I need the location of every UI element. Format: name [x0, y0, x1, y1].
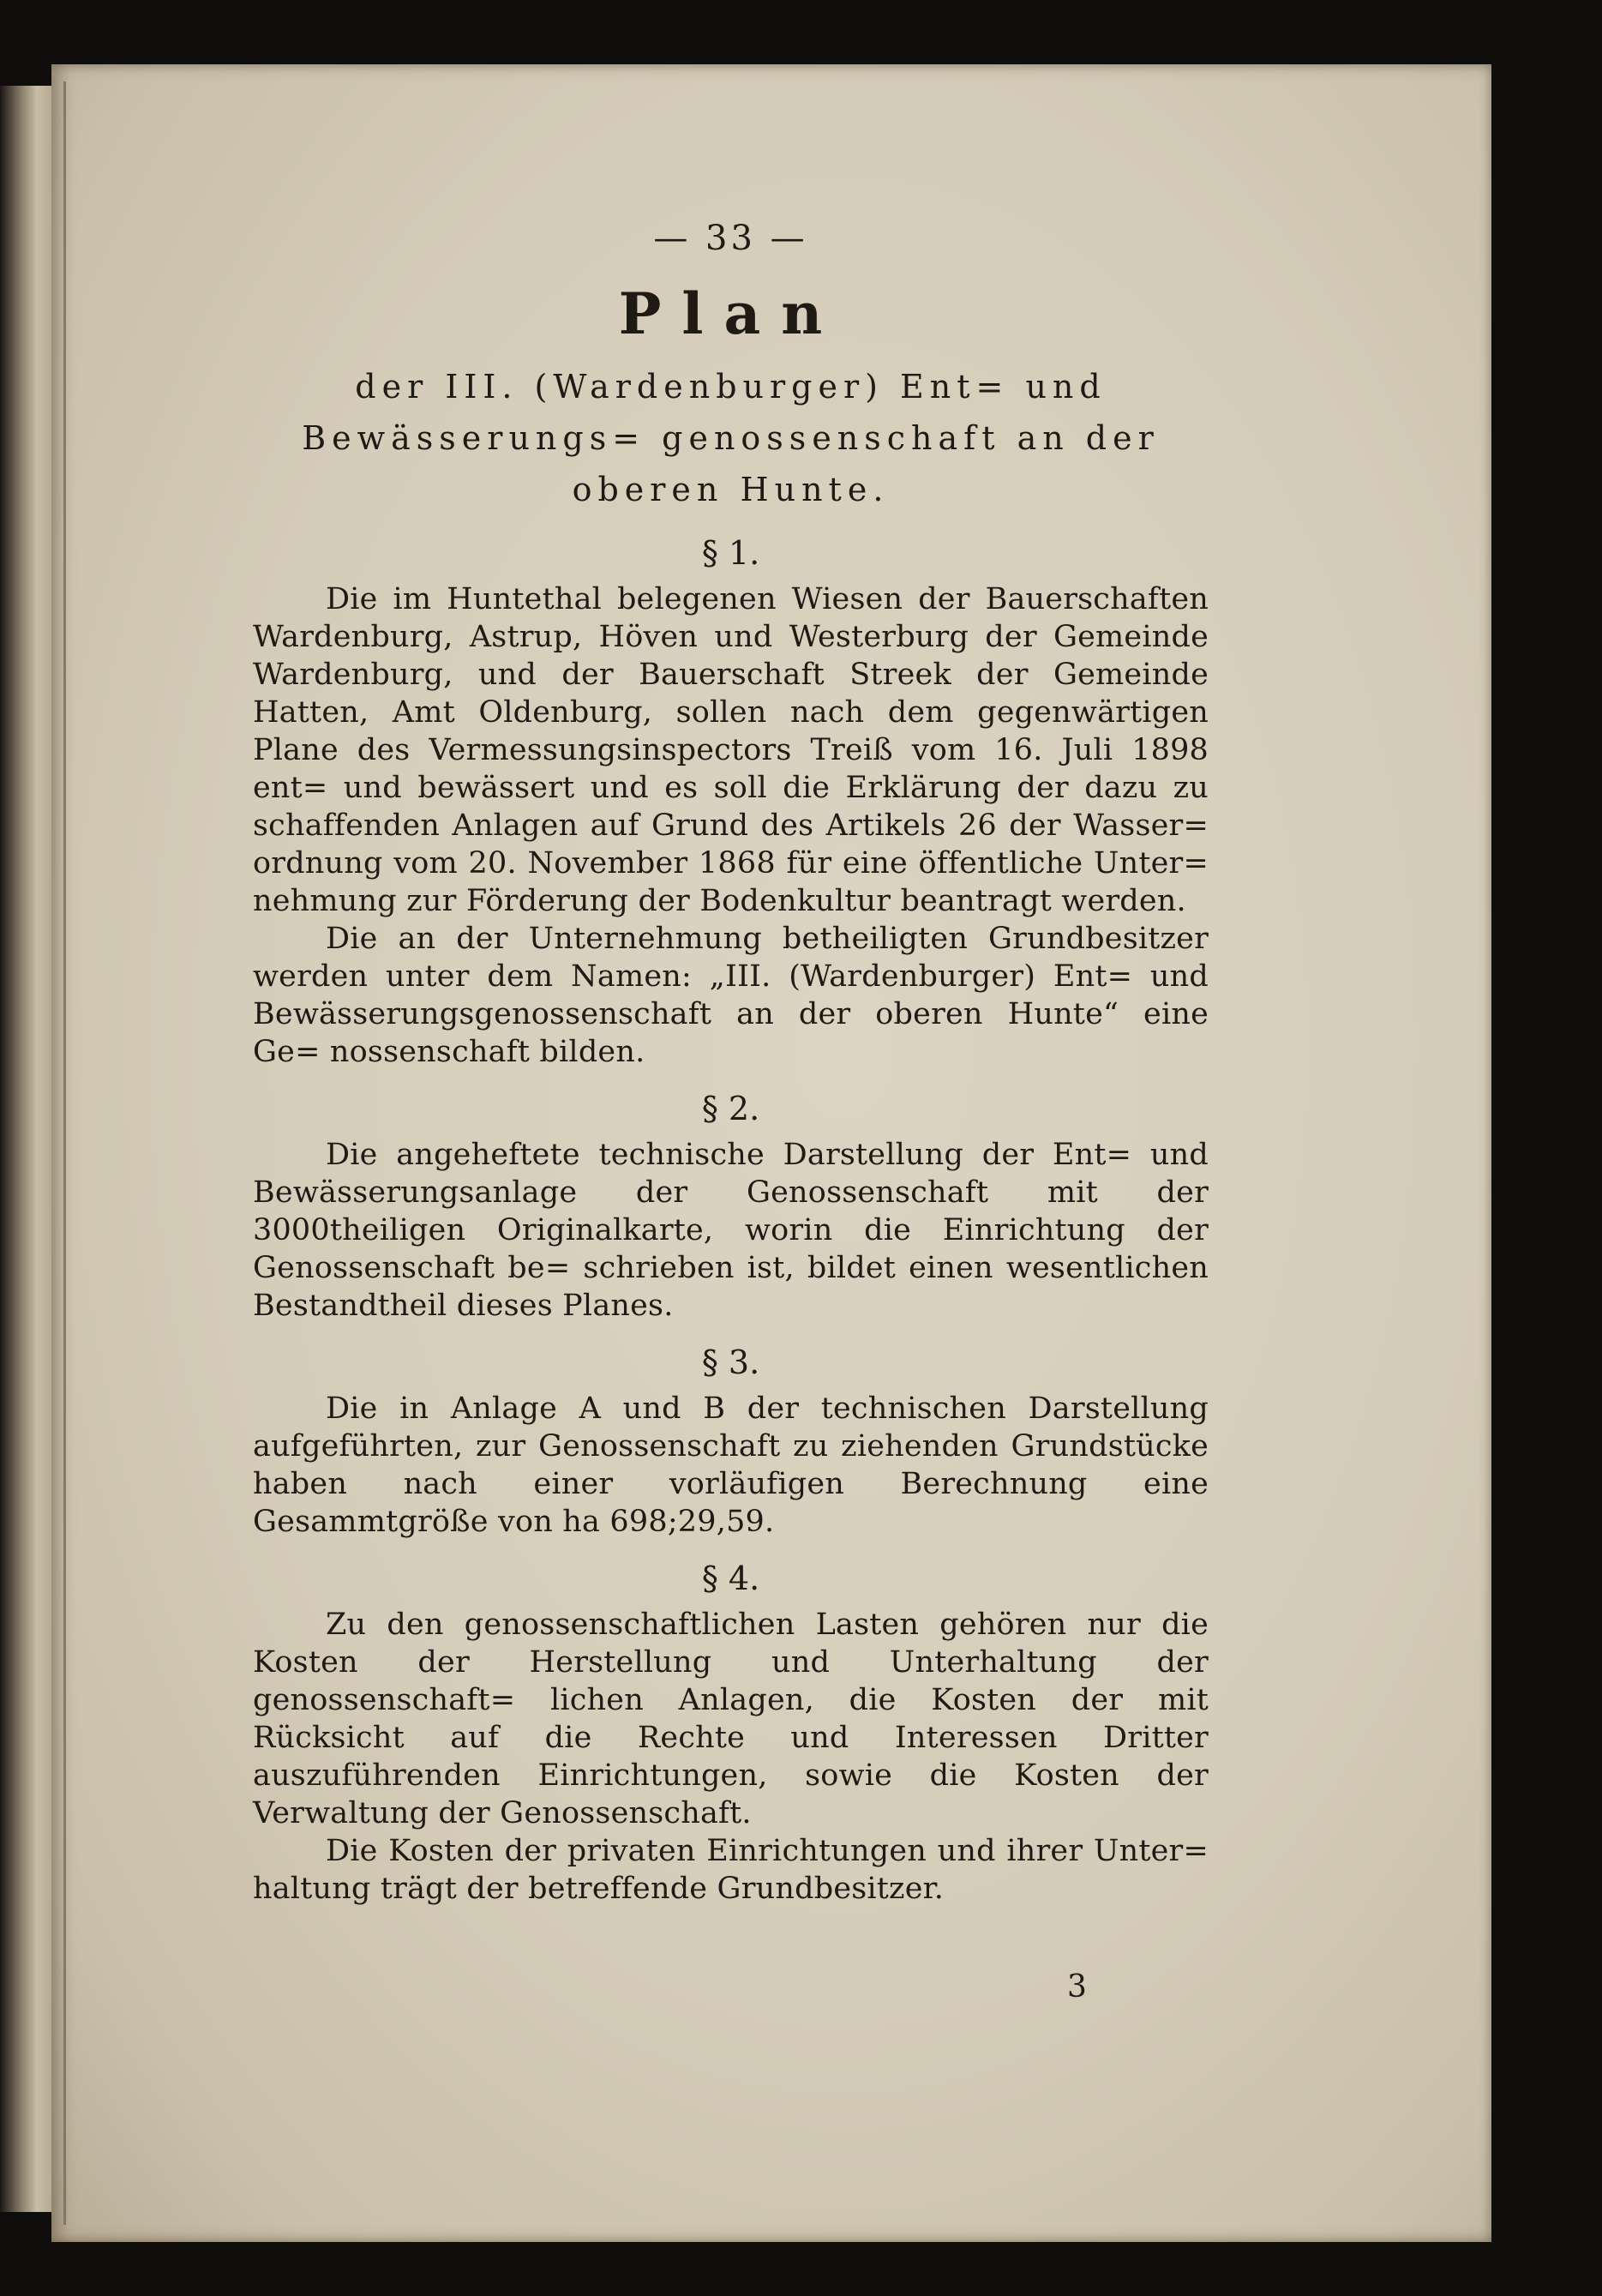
page-content [253, 219, 1209, 1908]
section-2 [253, 1090, 1209, 1325]
page-gutter [63, 81, 66, 2225]
section-heading: § 2. [701, 1090, 760, 1127]
section-heading: § 1. [701, 534, 760, 572]
paragraph: Die an der Unternehmung betheiligten Grundbesitzer werden unter dem Namen: „III. (Wardenburger) Ent= und Bewässerungsgenossenschaft an der oberen Hunte“ eine Ge= nossenschaft bilden. [253, 922, 1209, 1069]
page-subtitle: der III. (Wardenburger) Ent= und Bewässerungs= genossenschaft an der oberen Hunte. [302, 368, 1160, 508]
paragraph: Die Kosten der privaten Einrichtungen und ihrer Unter= haltung trägt der betreffende Grundbesitzer. [253, 1834, 1209, 1906]
section-3 [253, 1343, 1209, 1541]
paragraph: Die im Huntethal belegenen Wiesen der Bauerschaften Wardenburg, Astrup, Höven und Westerburg der Gemeinde Wardenburg, und der Bauerschaft Streek der Gemeinde Hatten, Amt Oldenburg, sollen nach dem gegenwärtigen Plane des Vermessungsinspectors Treiß vom 16. Juli 1898 ent= und bewässert und es soll die Erklärung der dazu zu schaffenden Anlagen auf Grund des Artikels 26 der Wasser= ordnung vom 20. November 1868 für eine öffentliche Unter= nehmung zur Förderung der Bodenkultur beantragt werden. [253, 582, 1209, 918]
section-1 [253, 534, 1209, 1071]
page-title: Plan [618, 280, 843, 347]
page-number: — 33 — [653, 219, 808, 258]
paragraph: Die in Anlage A und B der technischen Darstellung aufgeführten, zur Genossenschaft zu ziehenden Grundstücke haben nach einer vorläufigen Berechnung eine Gesammtgröße von ha 698;29,59. [253, 1391, 1209, 1539]
signature-mark: 3 [1067, 1969, 1087, 2004]
section-heading: § 3. [701, 1343, 760, 1381]
paragraph: Die angeheftete technische Darstellung der Ent= und Bewässerungsanlage der Genossenschaft mit der 3000theiligen Originalkarte, worin die Einrichtung der Genossenschaft be= schrieben ist, bildet einen wesentlichen Bestandtheil dieses Planes. [253, 1138, 1209, 1323]
section-4 [253, 1560, 1209, 1908]
paragraph: Zu den genossenschaftlichen Lasten gehören nur die Kosten der Herstellung und Unterhaltung der genossenschaft= lichen Anlagen, die Kosten der mit Rücksicht auf die Rechte und Interessen Dritter auszuführenden Einrichtungen, sowie die Kosten der Verwaltung der Genossenschaft. [253, 1608, 1209, 1830]
section-heading: § 4. [701, 1560, 760, 1597]
